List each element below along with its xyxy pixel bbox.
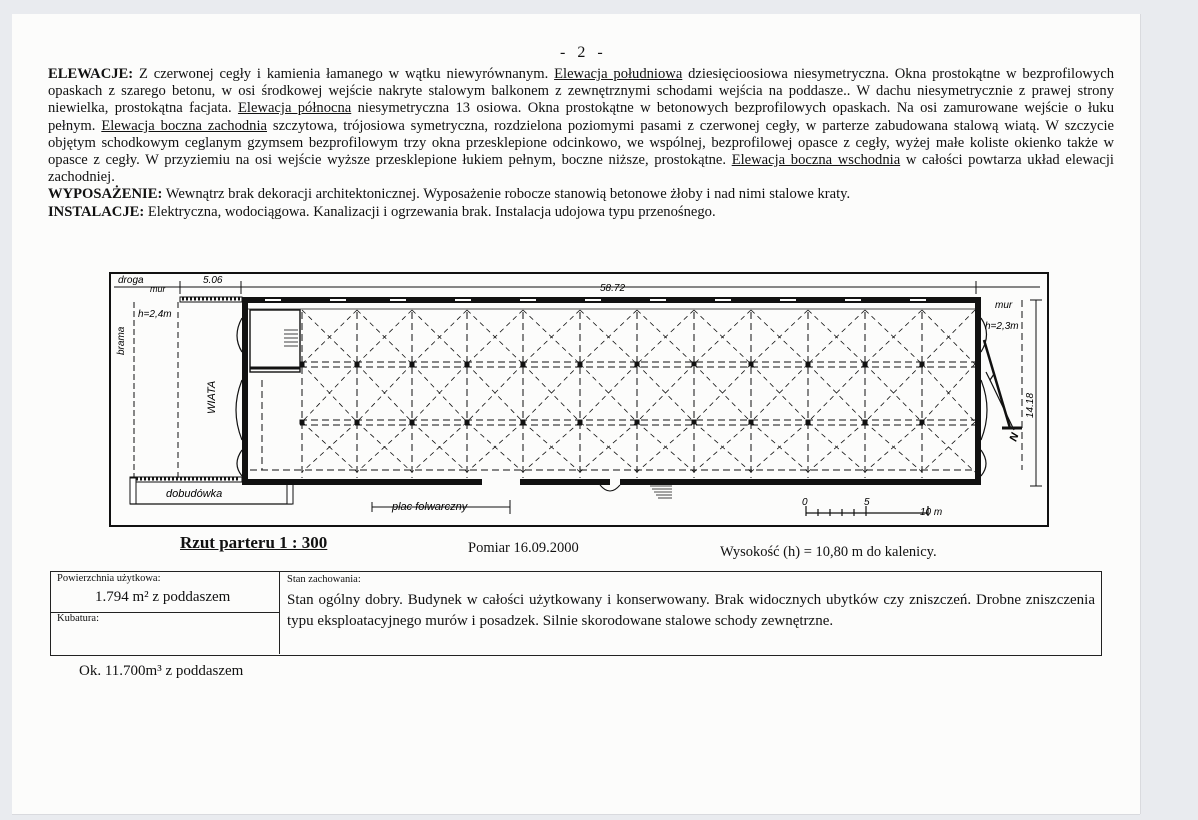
scale-5: 5 [864,497,870,508]
interior-column-grid [250,312,975,478]
column [806,420,811,425]
instalacje-text: Elektryczna, wodociągowa. Kanalizacji i ogrzewania brak. Instalacja udojowa typu przenośnego. [144,203,716,220]
elewacje-text-4: szczytowa, trójosiowa symetryczna, rozdzielona poziomymi pasami z czerwonej cegły, w parterze zabudowana stalową wiatą. W szczycie objętym schodkowym ceglanym gzymsem bezprofilowym trzy okna przesklepione odcinkowo, we wspólnej, bezprofilowej opasce z cegły, wyżej małe koliste okienko także w opasce z cegły. W przyziemiu na osi wejście wyższe przesklepione łukiem pełnym, boczne niższe, prostokątne. [48,117,1115,169]
scale-10: 10 m [920,507,943,518]
columns [300,362,925,425]
external-stairs [650,486,672,498]
south-elevation-label: Elewacja południowa [554,66,683,82]
elewacje-text-3: niesymetryczna 13 osiowa. Okna prostokątne w betonowych bezprofilowych opaskach. Na osi zamurowane wejście o łuku pełnym. [48,100,1114,134]
elewacje-text-1: Z czerwonej cegły i kamienia łamanego w wątku niewyrównanym. [133,66,555,82]
column [920,362,925,367]
volume-cell [51,612,280,679]
condition-label: Stan zachowania: [287,574,361,585]
usable-area-label: Powierzchnia użytkowa: [57,573,161,584]
brama-label: brama [116,326,127,355]
stair-room [250,310,300,372]
droga-label: droga [118,275,144,286]
column [465,420,470,425]
column [410,420,415,425]
wyposazenie-heading: WYPOSAŻENIE: [48,186,163,203]
column [578,362,583,367]
column [863,420,868,425]
column [355,362,360,367]
column [920,420,925,425]
dim-506: 5.06 [203,275,223,286]
volume-label: Kubatura: [57,613,99,624]
height-right-label: h=2,3m [985,321,1019,332]
elewacje-heading: ELEWACJE: [48,66,134,82]
column [300,420,305,425]
volume-value: Ok. 11.700m³ z poddaszem [79,663,244,679]
column [521,362,526,367]
north-elevation-label: Elewacja północna [237,100,352,117]
instalacje-heading: INSTALACJE: [48,203,145,220]
dobudowka-label: dobudówka [166,488,223,500]
top-dimension-line [114,281,1040,294]
column [635,362,640,367]
column [692,420,697,425]
north-arrow-label: N [1007,431,1022,444]
condition-cell [280,572,1100,654]
info-table [50,571,1102,679]
dim-1418: 14.18 [1025,392,1036,418]
column [410,362,415,367]
column [578,420,583,425]
condition-value: Stan ogólny dobry. Budynek w całości użytkowany i konserwowany. Brak widocznych ubytków czy zniszczeń. Drobne zniszczenia typu eksploatacyjnego murów i posadzek. Silnie skorodowane stalowe schody zewnętrzne. [287,592,1095,629]
measurement-date: Pomiar 16.09.2000 [468,540,579,556]
scale-0: 0 [802,497,808,508]
column [355,420,360,425]
column [300,362,305,367]
south-door [600,485,620,491]
wyposazenie-text: Wewnątrz brak dekoracji architektonicznej. Wyposażenie robocze stanowią betonowe żłoby i nad nimi stalowe kraty. [162,186,851,203]
column [635,420,640,425]
building-walls [242,297,981,485]
page-number: - 2 - [560,44,607,61]
height-left-label: h=2,4m [138,309,172,320]
mur-left-label: mur [150,284,166,294]
column [863,362,868,367]
north-arrow-icon [986,372,1014,430]
column [465,362,470,367]
usable-area-value: 1.794 m² z poddaszem [95,589,231,605]
mur-right-label: mur [995,300,1013,311]
elewacje-text-5: w całości powtarza układ elewacji zachodniej. [48,152,1114,186]
building-height: Wysokość (h) = 10,80 m do kalenicy. [720,544,937,560]
usable-area-cell [51,572,280,613]
wiata-label: WIATA [206,380,218,414]
elewacje-text-2: dziesięcioosiowa niesymetryczna. Okna prostokątne w bezprofilowych opaskach z szarego betonu, w osi środkowej wejście nakryte stalowym balkonem z zewnętrznymi schodami wejścia na poddasze.. W dachu niesymetrycznie z prawej strony niewielka, prostokątna facjata. [48,66,1114,117]
column [749,420,754,425]
column [749,362,754,367]
column [806,362,811,367]
west-elevation-label: Elewacja boczna zachodnia [101,117,268,134]
column [521,420,526,425]
east-elevation-label: Elewacja boczna wschodnia [731,152,901,169]
vault-diagonals [302,310,975,472]
plan-title: Rzut parteru 1 : 300 [180,533,328,552]
dim-5872: 58.72 [600,283,626,294]
column [692,362,697,367]
west-wall-openings [236,318,242,476]
plac-label: plac folwarczny [392,501,468,513]
